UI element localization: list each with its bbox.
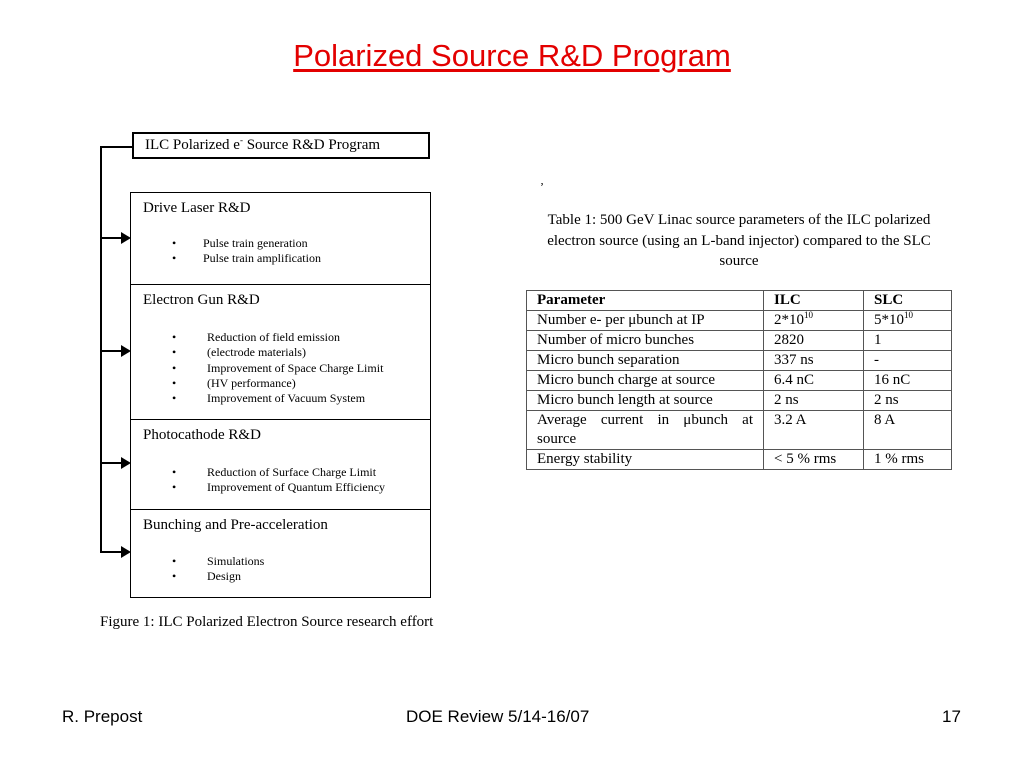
table-caption: Table 1: 500 GeV Linac source parameters of the ILC polarized electron source (using an L-band injector) compared to the SLC source <box>547 212 931 269</box>
bullet-list <box>131 465 385 496</box>
box-title: Electron Gun R&D <box>143 292 260 308</box>
exponent: 10 <box>804 310 813 320</box>
connector-4 <box>100 551 122 553</box>
footer-event: DOE Review 5/14-16/07 <box>406 707 590 726</box>
footer-author: R. Prepost <box>62 707 143 726</box>
table-cell: 16 nC <box>864 371 952 391</box>
cell-value: 5*10 <box>874 312 904 328</box>
slide-title: Polarized Source R&D Program <box>293 38 731 73</box>
list-item: • (HV performance) <box>131 376 383 391</box>
drive-laser-box <box>131 193 430 284</box>
header-text: Source R&D Program <box>242 137 381 153</box>
bullet-list <box>131 554 264 585</box>
list-item: • Reduction of Surface Charge Limit <box>131 465 385 480</box>
table-cell: 337 ns <box>764 351 864 371</box>
table-cell: Average current in μbunch at source <box>527 411 764 450</box>
table-cell: Energy stability <box>527 450 764 470</box>
table-cell: Number of micro bunches <box>527 331 764 351</box>
table-row <box>527 391 952 411</box>
table-cell: 3.2 A <box>764 411 864 450</box>
bullet-list <box>131 330 383 406</box>
connector-2 <box>100 350 122 352</box>
box-title: Photocathode R&D <box>143 427 261 443</box>
list-item: • Reduction of field emission <box>131 330 383 345</box>
table-cell: 1 <box>864 331 952 351</box>
table-row <box>527 411 952 450</box>
table-cell: Micro bunch length at source <box>527 391 764 411</box>
table-row <box>527 351 952 371</box>
table-cell: Micro bunch separation <box>527 351 764 371</box>
connector-3 <box>100 462 122 464</box>
table-cell: - <box>864 351 952 371</box>
page-number: 17 <box>942 707 961 726</box>
photocathode-box <box>131 419 430 509</box>
table-cell: Number e- per μbunch at IP <box>527 311 764 331</box>
table-cell <box>864 311 952 331</box>
table-cell: Micro bunch charge at source <box>527 371 764 391</box>
parameters-table <box>526 290 952 470</box>
table-row <box>527 311 952 331</box>
rd-box-stack <box>130 192 431 598</box>
table-cell: 2820 <box>764 331 864 351</box>
program-header-box <box>132 132 430 159</box>
electron-gun-box <box>131 284 430 419</box>
list-item: • Improvement of Space Charge Limit <box>131 361 383 376</box>
table-cell: 8 A <box>864 411 952 450</box>
column-header: SLC <box>864 291 952 311</box>
list-item: • Improvement of Vacuum System <box>131 391 383 406</box>
column-header: Parameter <box>527 291 764 311</box>
connector-trunk <box>100 146 102 552</box>
superscript: - <box>239 135 243 145</box>
bullet-list <box>131 236 321 267</box>
table-row <box>527 331 952 351</box>
box-title: Bunching and Pre-acceleration <box>143 517 328 533</box>
table-cell: 2 ns <box>764 391 864 411</box>
list-item: • Design <box>131 569 264 584</box>
list-item: • Pulse train generation <box>131 236 321 251</box>
table-cell: < 5 % rms <box>764 450 864 470</box>
list-item: • Simulations <box>131 554 264 569</box>
table-cell: 1 % rms <box>864 450 952 470</box>
table-row <box>527 371 952 391</box>
bunching-box <box>131 509 430 599</box>
table-cell: 2 ns <box>864 391 952 411</box>
list-item: • Pulse train amplification <box>131 251 321 266</box>
list-item: • Improvement of Quantum Efficiency <box>131 480 385 495</box>
box-title: Drive Laser R&D <box>143 200 251 216</box>
connector-1 <box>100 237 122 239</box>
table-cell: 6.4 nC <box>764 371 864 391</box>
list-item: • (electrode materials) <box>131 345 383 360</box>
table-header-row <box>527 291 952 311</box>
connector-top <box>100 146 132 148</box>
figure-caption: Figure 1: ILC Polarized Electron Source research effort <box>100 614 434 630</box>
column-header: ILC <box>764 291 864 311</box>
table-cell <box>764 311 864 331</box>
stray-mark: ʼ <box>540 180 544 194</box>
header-text: ILC Polarized e <box>145 137 240 153</box>
exponent: 10 <box>904 310 913 320</box>
cell-value: 2*10 <box>774 312 804 328</box>
table-row <box>527 450 952 470</box>
